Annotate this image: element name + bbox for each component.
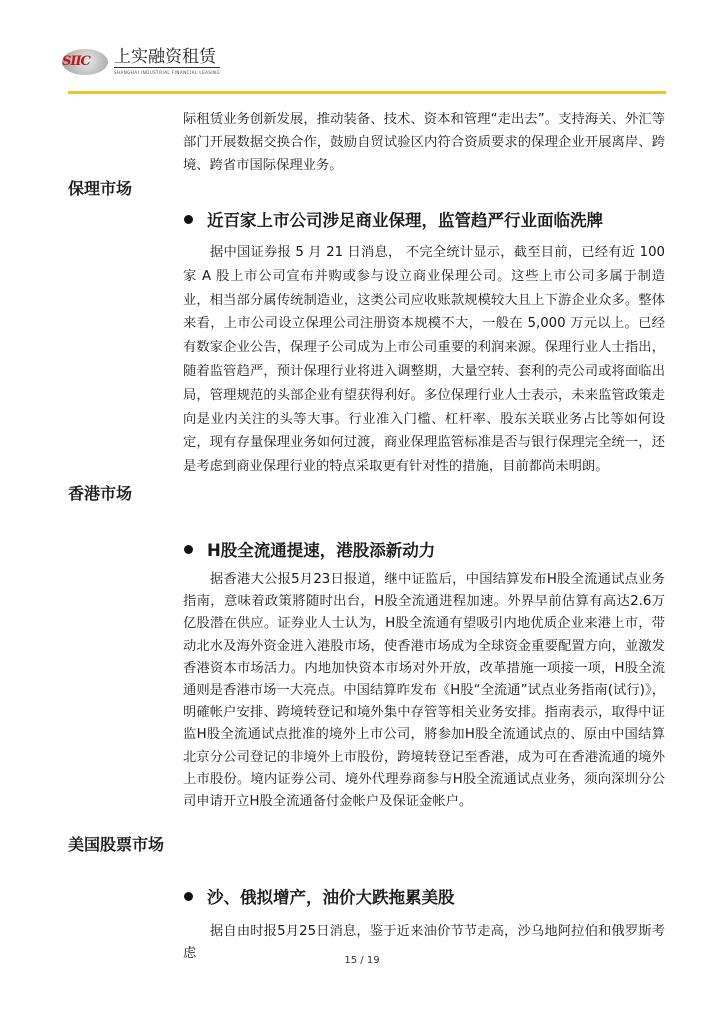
bullet-icon: [184, 215, 193, 224]
bullet-icon: [184, 892, 193, 901]
section-title-factoring: 保理市场: [68, 179, 133, 198]
section-title-us: 美国股票市场: [68, 835, 165, 854]
logo-english-name: SHANGHAI INDUSTRIAL FINANCIAL LEASING: [114, 70, 221, 75]
siic-logo-icon: SIIC: [62, 49, 108, 75]
article-body: 据自由时报5月25日消息，鉴于近来油价节节走高，沙乌地阿拉伯和俄罗斯考虑: [183, 924, 665, 961]
intro-paragraph: 际租赁业务创新发展，推动装备、技术、资本和管理“走出去”。支持海关、外汇等部门开展数据交换合作，鼓励自贸试验区内符合资质要求的保理企业开展离岸、跨境、跨省市国际保理业务。: [183, 112, 665, 173]
article-heading: 近百家上市公司涉足商业保理，监管趋严行业面临洗牌: [184, 207, 603, 231]
article-body: 据香港大公报5月23日报道，继中证监后，中国结算发布H股全流通试点业务指南，意味着政策將随时出台，H股全流通进程加速。外界早前估算有高达2.6万亿股潜在供应。证券业人士认为，H股全流通有望吸引内地优质企业来港上市，带动北水及海外资金进入港股市场，使香港市场成为全球资金重要配置方向，並激发香港资本市场活力。内地加快资本市场对外开放，改革措施一项接一项，H股全流通则是香港市场一大亮点。中国结算昨发布《H股“全流通”试点业务指南(试行)》，明確帐户安排、跨境转登记和境外集中存管等相关业务安排。指南表示，取得中证监H股全流通试点批准的境外上市公司，將参加H股全流通试点的、原由中国结算北京分公司登记的非境外上市股份，跨境转登记至香港，成为可在香港流通的境外上市股份。境内证券公司、境外代理券商参与H股全流通试点业务，须向深圳分公司申请开立H股全流通备付金帐户及保证金帐户。: [183, 572, 665, 810]
page-number: 15 / 19: [344, 955, 380, 966]
section-title-hk: 香港市场: [68, 484, 133, 503]
logo-chinese-name: 上实融资租赁: [114, 48, 220, 68]
header-rule: [68, 91, 666, 94]
article-body: 据中国证券报 5 月 21 日消息， 不完全统计显示，截至目前，已经有近 100 家 A 股上市公司宣布并购或参与设立商业保理公司。这些上市公司多属于制造业，相当部分属传统制造业，这类公司应收账款规模较大且上下游企业众多。整体来看，上市公司设立保理公司注册资本规模不大，一般在 5,000 万元以上。已经有数家企业公告，保理子公司成为上市公司重要的利润来源。保理行业人士指出，随着监管趋严，预计保理行业将进入调整期，大量空转、套利的壳公司或将面临出局，管理规范的头部企业有望获得利好。多位保理行业人士表示，未来监管政策走向是业内关注的头等大事。行业准入门槛、杠杆率、股东关联业务占比等如何设定，现有存量保理业务如何过渡，商业保理监管标准是否与银行保理完全统一，还是考虑到商业保理行业的特点采取更有针对性的措施，目前都尚未明朗。: [183, 245, 665, 475]
bullet-icon: [184, 545, 193, 554]
article-heading: 沙、俄拟增产，油价大跌拖累美股: [184, 884, 455, 908]
company-logo: [62, 48, 220, 75]
article-heading: H股全流通提速，港股添新动力: [184, 537, 435, 561]
